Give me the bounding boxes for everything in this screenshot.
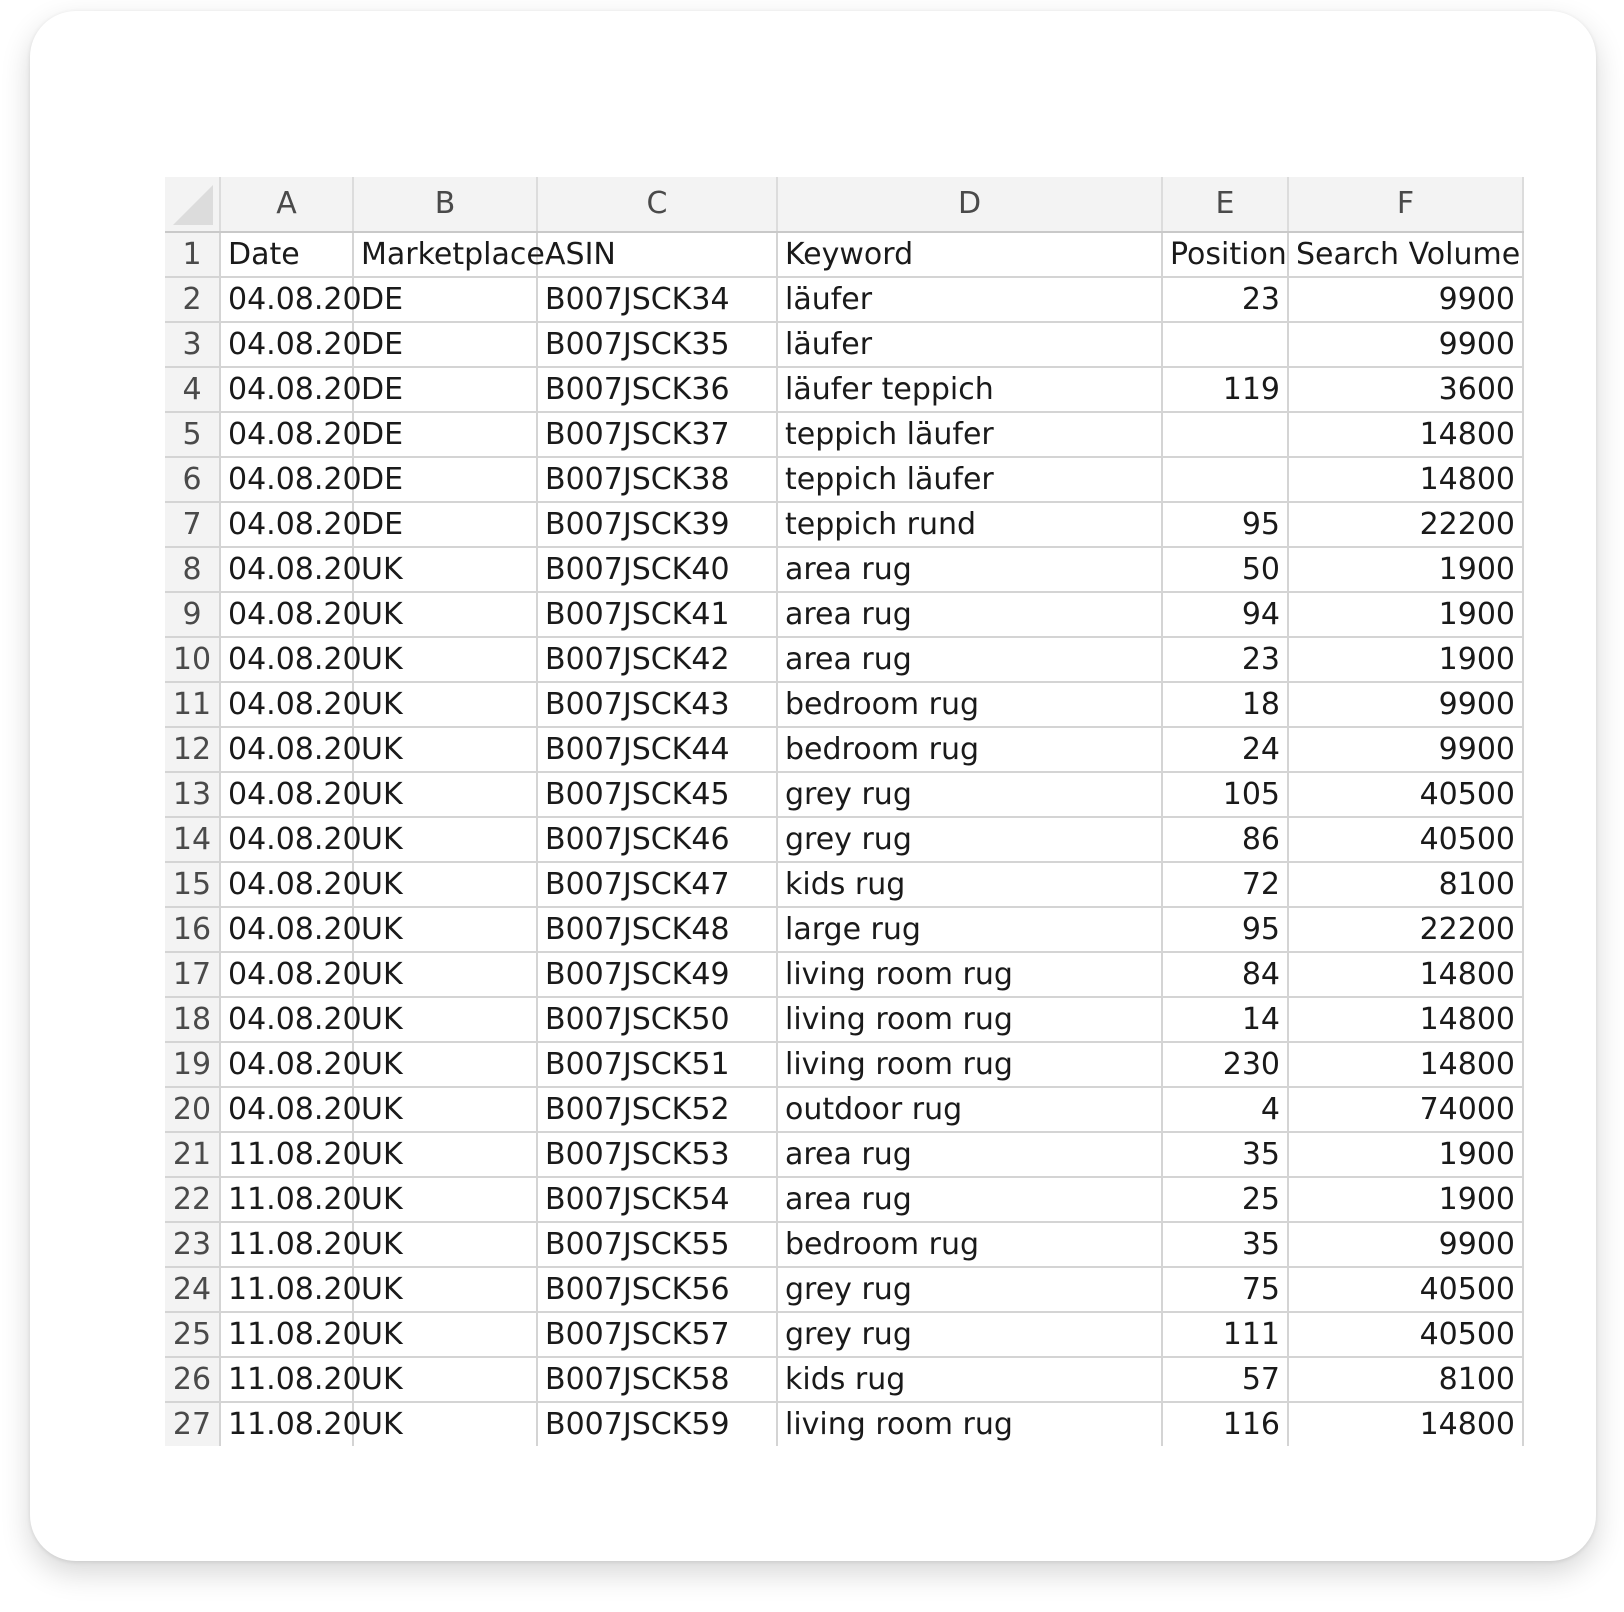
table-row (165, 682, 1523, 727)
cell-marketplace[interactable]: UK (353, 1177, 537, 1222)
row-header[interactable]: 16 (165, 907, 220, 952)
cell-date[interactable]: 04.08.20 (220, 682, 353, 727)
cell-search-volume[interactable]: 40500 (1288, 1312, 1523, 1357)
cell-position[interactable]: 23 (1162, 277, 1288, 322)
cell-marketplace[interactable]: DE (353, 322, 537, 367)
cell-asin[interactable]: B007JSCK36 (537, 367, 777, 412)
table-row (165, 592, 1523, 637)
cell-marketplace[interactable]: UK (353, 637, 537, 682)
table-row (165, 862, 1523, 907)
cell-marketplace[interactable]: UK (353, 997, 537, 1042)
cell-date[interactable]: 04.08.20 (220, 457, 353, 502)
cell-position[interactable] (1162, 412, 1288, 457)
table-row (165, 952, 1523, 997)
cell-asin[interactable]: B007JSCK37 (537, 412, 777, 457)
table-row (165, 997, 1523, 1042)
cell-marketplace[interactable]: DE (353, 277, 537, 322)
cell-date[interactable]: 11.08.20 (220, 1357, 353, 1402)
cell-keyword[interactable]: grey rug (777, 1312, 1162, 1357)
header-cell-marketplace[interactable]: Marketplace (353, 232, 537, 277)
table-row (165, 1357, 1523, 1402)
table-row (165, 367, 1523, 412)
cell-asin[interactable]: B007JSCK57 (537, 1312, 777, 1357)
header-cell-search-volume[interactable]: Search Volume (1288, 232, 1523, 277)
row-header[interactable]: 10 (165, 637, 220, 682)
cell-date[interactable]: 11.08.20 (220, 1177, 353, 1222)
row-header[interactable]: 19 (165, 1042, 220, 1087)
cell-search-volume[interactable]: 22200 (1288, 502, 1523, 547)
header-cell-date[interactable]: Date (220, 232, 353, 277)
cell-marketplace[interactable]: UK (353, 1267, 537, 1312)
cell-keyword[interactable]: läufer (777, 322, 1162, 367)
cell-position[interactable]: 23 (1162, 637, 1288, 682)
cell-search-volume[interactable]: 14800 (1288, 412, 1523, 457)
table-row (165, 502, 1523, 547)
cell-date[interactable]: 04.08.20 (220, 1042, 353, 1087)
cell-search-volume[interactable]: 1900 (1288, 637, 1523, 682)
cell-keyword[interactable]: area rug (777, 1177, 1162, 1222)
cell-keyword[interactable]: grey rug (777, 817, 1162, 862)
cell-date[interactable]: 04.08.20 (220, 592, 353, 637)
cell-date[interactable]: 04.08.20 (220, 547, 353, 592)
row-header[interactable]: 27 (165, 1402, 220, 1446)
cell-marketplace[interactable]: UK (353, 1042, 537, 1087)
cell-asin[interactable]: B007JSCK56 (537, 1267, 777, 1312)
row-header[interactable]: 22 (165, 1177, 220, 1222)
cell-asin[interactable]: B007JSCK52 (537, 1087, 777, 1132)
cell-search-volume[interactable]: 74000 (1288, 1087, 1523, 1132)
row-header[interactable]: 25 (165, 1312, 220, 1357)
cell-asin[interactable]: B007JSCK47 (537, 862, 777, 907)
cell-asin[interactable]: B007JSCK43 (537, 682, 777, 727)
table-row (165, 1402, 1523, 1446)
spreadsheet-grid (165, 177, 1524, 1446)
table-row (165, 1267, 1523, 1312)
cell-keyword[interactable]: area rug (777, 637, 1162, 682)
cell-search-volume[interactable]: 1900 (1288, 1132, 1523, 1177)
cell-position[interactable] (1162, 457, 1288, 502)
cell-marketplace[interactable]: DE (353, 367, 537, 412)
cell-date[interactable]: 04.08.20 (220, 277, 353, 322)
cell-asin[interactable]: B007JSCK40 (537, 547, 777, 592)
cell-search-volume[interactable]: 8100 (1288, 1357, 1523, 1402)
cell-keyword[interactable]: living room rug (777, 1042, 1162, 1087)
cell-marketplace[interactable]: UK (353, 1132, 537, 1177)
cell-keyword[interactable]: teppich rund (777, 502, 1162, 547)
cell-keyword[interactable]: living room rug (777, 1402, 1162, 1446)
cell-marketplace[interactable]: UK (353, 547, 537, 592)
table-row (165, 1042, 1523, 1087)
cell-keyword[interactable]: kids rug (777, 1357, 1162, 1402)
row-header[interactable]: 14 (165, 817, 220, 862)
cell-search-volume[interactable]: 1900 (1288, 1177, 1523, 1222)
row-header[interactable]: 26 (165, 1357, 220, 1402)
cell-keyword[interactable]: large rug (777, 907, 1162, 952)
cell-date[interactable]: 04.08.20 (220, 907, 353, 952)
header-cell-keyword[interactable]: Keyword (777, 232, 1162, 277)
table-row (165, 547, 1523, 592)
cell-marketplace[interactable]: UK (353, 682, 537, 727)
cell-search-volume[interactable]: 3600 (1288, 367, 1523, 412)
cell-keyword[interactable]: teppich läufer (777, 457, 1162, 502)
cell-position[interactable]: 24 (1162, 727, 1288, 772)
row-header[interactable]: 23 (165, 1222, 220, 1267)
row-header[interactable]: 12 (165, 727, 220, 772)
table-row (165, 1087, 1523, 1132)
cell-search-volume[interactable]: 1900 (1288, 547, 1523, 592)
row-header[interactable]: 4 (165, 367, 220, 412)
column-header-c[interactable]: C (537, 177, 777, 232)
row-header[interactable]: 20 (165, 1087, 220, 1132)
cell-asin[interactable]: B007JSCK45 (537, 772, 777, 817)
cell-marketplace[interactable]: UK (353, 952, 537, 997)
cell-asin[interactable]: B007JSCK51 (537, 1042, 777, 1087)
cell-asin[interactable]: B007JSCK38 (537, 457, 777, 502)
cell-marketplace[interactable]: UK (353, 907, 537, 952)
cell-position[interactable]: 119 (1162, 367, 1288, 412)
cell-search-volume[interactable]: 9900 (1288, 322, 1523, 367)
cell-date[interactable]: 04.08.20 (220, 772, 353, 817)
cell-date[interactable]: 04.08.20 (220, 1087, 353, 1132)
cell-keyword[interactable]: bedroom rug (777, 1222, 1162, 1267)
cell-search-volume[interactable]: 14800 (1288, 1042, 1523, 1087)
cell-date[interactable]: 04.08.20 (220, 727, 353, 772)
cell-search-volume[interactable]: 40500 (1288, 772, 1523, 817)
cell-position[interactable]: 230 (1162, 1042, 1288, 1087)
cell-asin[interactable]: B007JSCK48 (537, 907, 777, 952)
table-row (165, 1222, 1523, 1267)
cell-search-volume[interactable]: 22200 (1288, 907, 1523, 952)
cell-position[interactable]: 18 (1162, 682, 1288, 727)
column-header-a[interactable]: A (220, 177, 353, 232)
table-row (165, 1312, 1523, 1357)
select-all-triangle-icon (173, 185, 213, 225)
cell-asin[interactable]: B007JSCK50 (537, 997, 777, 1042)
table-row (165, 457, 1523, 502)
cell-keyword[interactable]: area rug (777, 547, 1162, 592)
table-row (165, 727, 1523, 772)
cell-asin[interactable]: B007JSCK42 (537, 637, 777, 682)
card-frame (30, 11, 1596, 1561)
row-header[interactable]: 9 (165, 592, 220, 637)
cell-keyword[interactable]: läufer teppich (777, 367, 1162, 412)
cell-keyword[interactable]: grey rug (777, 1267, 1162, 1312)
cell-position[interactable]: 35 (1162, 1132, 1288, 1177)
row-header[interactable]: 11 (165, 682, 220, 727)
cell-marketplace[interactable]: UK (353, 727, 537, 772)
cell-asin[interactable]: B007JSCK58 (537, 1357, 777, 1402)
row-header[interactable]: 24 (165, 1267, 220, 1312)
row-header[interactable]: 13 (165, 772, 220, 817)
column-header-row (165, 177, 1523, 232)
cell-date[interactable]: 04.08.20 (220, 367, 353, 412)
row-header[interactable]: 8 (165, 547, 220, 592)
cell-keyword[interactable]: bedroom rug (777, 682, 1162, 727)
cell-marketplace[interactable]: UK (353, 1402, 537, 1446)
select-all-corner[interactable] (165, 177, 220, 232)
cell-search-volume[interactable]: 14800 (1288, 457, 1523, 502)
cell-date[interactable]: 11.08.20 (220, 1402, 353, 1446)
cell-keyword[interactable]: outdoor rug (777, 1087, 1162, 1132)
cell-date[interactable]: 11.08.20 (220, 1312, 353, 1357)
cell-position[interactable]: 84 (1162, 952, 1288, 997)
cell-marketplace[interactable]: DE (353, 457, 537, 502)
cell-marketplace[interactable]: UK (353, 592, 537, 637)
cell-position[interactable]: 105 (1162, 772, 1288, 817)
row-header[interactable]: 2 (165, 277, 220, 322)
row-header[interactable]: 6 (165, 457, 220, 502)
cell-search-volume[interactable]: 14800 (1288, 1402, 1523, 1446)
cell-asin[interactable]: B007JSCK34 (537, 277, 777, 322)
table-row (165, 1132, 1523, 1177)
cell-position[interactable] (1162, 322, 1288, 367)
cell-keyword[interactable]: läufer (777, 277, 1162, 322)
cell-marketplace[interactable]: UK (353, 1222, 537, 1267)
row-header[interactable]: 18 (165, 997, 220, 1042)
table-row (165, 907, 1523, 952)
cell-position[interactable]: 4 (1162, 1087, 1288, 1132)
cell-asin[interactable]: B007JSCK44 (537, 727, 777, 772)
cell-asin[interactable]: B007JSCK46 (537, 817, 777, 862)
cell-position[interactable]: 14 (1162, 997, 1288, 1042)
column-header-e[interactable]: E (1162, 177, 1288, 232)
row-header[interactable]: 3 (165, 322, 220, 367)
cell-date[interactable]: 11.08.20 (220, 1267, 353, 1312)
column-header-d[interactable]: D (777, 177, 1162, 232)
cell-keyword[interactable]: kids rug (777, 862, 1162, 907)
cell-date[interactable]: 04.08.20 (220, 412, 353, 457)
cell-position[interactable]: 111 (1162, 1312, 1288, 1357)
table-row (165, 637, 1523, 682)
cell-asin[interactable]: B007JSCK49 (537, 952, 777, 997)
cell-asin[interactable]: B007JSCK53 (537, 1132, 777, 1177)
cell-position[interactable]: 50 (1162, 547, 1288, 592)
row-header[interactable]: 1 (165, 232, 220, 277)
cell-date[interactable]: 04.08.20 (220, 502, 353, 547)
cell-position[interactable]: 94 (1162, 592, 1288, 637)
cell-search-volume[interactable]: 9900 (1288, 1222, 1523, 1267)
cell-position[interactable]: 95 (1162, 502, 1288, 547)
cell-marketplace[interactable]: DE (353, 412, 537, 457)
cell-asin[interactable]: B007JSCK55 (537, 1222, 777, 1267)
table-row (165, 1177, 1523, 1222)
table-header-row (165, 232, 1523, 277)
cell-date[interactable]: 11.08.20 (220, 1132, 353, 1177)
table-row (165, 322, 1523, 367)
cell-position[interactable]: 72 (1162, 862, 1288, 907)
cell-search-volume[interactable]: 14800 (1288, 952, 1523, 997)
cell-keyword[interactable]: bedroom rug (777, 727, 1162, 772)
cell-position[interactable]: 35 (1162, 1222, 1288, 1267)
cell-search-volume[interactable]: 14800 (1288, 997, 1523, 1042)
cell-search-volume[interactable]: 40500 (1288, 817, 1523, 862)
table-row (165, 817, 1523, 862)
cell-marketplace[interactable]: UK (353, 862, 537, 907)
cell-search-volume[interactable]: 8100 (1288, 862, 1523, 907)
cell-marketplace[interactable]: DE (353, 502, 537, 547)
cell-search-volume[interactable]: 9900 (1288, 277, 1523, 322)
row-header[interactable]: 21 (165, 1132, 220, 1177)
row-header[interactable]: 5 (165, 412, 220, 457)
row-header[interactable]: 17 (165, 952, 220, 997)
row-header[interactable]: 7 (165, 502, 220, 547)
cell-date[interactable]: 04.08.20 (220, 862, 353, 907)
cell-search-volume[interactable]: 9900 (1288, 727, 1523, 772)
table-row (165, 277, 1523, 322)
header-cell-position[interactable]: Position (1162, 232, 1288, 277)
table-row (165, 772, 1523, 817)
cell-date[interactable]: 04.08.20 (220, 997, 353, 1042)
cell-asin[interactable]: B007JSCK39 (537, 502, 777, 547)
cell-asin[interactable]: B007JSCK54 (537, 1177, 777, 1222)
cell-marketplace[interactable]: UK (353, 817, 537, 862)
row-header[interactable]: 15 (165, 862, 220, 907)
cell-keyword[interactable]: living room rug (777, 997, 1162, 1042)
spreadsheet (165, 177, 1523, 1442)
cell-keyword[interactable]: area rug (777, 592, 1162, 637)
cell-date[interactable]: 04.08.20 (220, 637, 353, 682)
cell-marketplace[interactable]: UK (353, 1312, 537, 1357)
cell-marketplace[interactable]: UK (353, 1087, 537, 1132)
cell-position[interactable]: 86 (1162, 817, 1288, 862)
cell-asin[interactable]: B007JSCK59 (537, 1402, 777, 1446)
cell-position[interactable]: 75 (1162, 1267, 1288, 1312)
cell-keyword[interactable]: living room rug (777, 952, 1162, 997)
cell-date[interactable]: 04.08.20 (220, 952, 353, 997)
cell-keyword[interactable]: area rug (777, 1132, 1162, 1177)
column-header-f[interactable]: F (1288, 177, 1523, 232)
column-header-b[interactable]: B (353, 177, 537, 232)
cell-position[interactable]: 95 (1162, 907, 1288, 952)
cell-marketplace[interactable]: UK (353, 772, 537, 817)
cell-search-volume[interactable]: 9900 (1288, 682, 1523, 727)
cell-search-volume[interactable]: 1900 (1288, 592, 1523, 637)
cell-marketplace[interactable]: UK (353, 1357, 537, 1402)
cell-asin[interactable]: B007JSCK41 (537, 592, 777, 637)
cell-asin[interactable]: B007JSCK35 (537, 322, 777, 367)
cell-search-volume[interactable]: 40500 (1288, 1267, 1523, 1312)
cell-date[interactable]: 11.08.20 (220, 1222, 353, 1267)
table-row (165, 412, 1523, 457)
cell-keyword[interactable]: teppich läufer (777, 412, 1162, 457)
header-cell-asin[interactable]: ASIN (537, 232, 777, 277)
cell-date[interactable]: 04.08.20 (220, 322, 353, 367)
cell-keyword[interactable]: grey rug (777, 772, 1162, 817)
cell-date[interactable]: 04.08.20 (220, 817, 353, 862)
cell-position[interactable]: 25 (1162, 1177, 1288, 1222)
cell-position[interactable]: 116 (1162, 1402, 1288, 1446)
cell-position[interactable]: 57 (1162, 1357, 1288, 1402)
